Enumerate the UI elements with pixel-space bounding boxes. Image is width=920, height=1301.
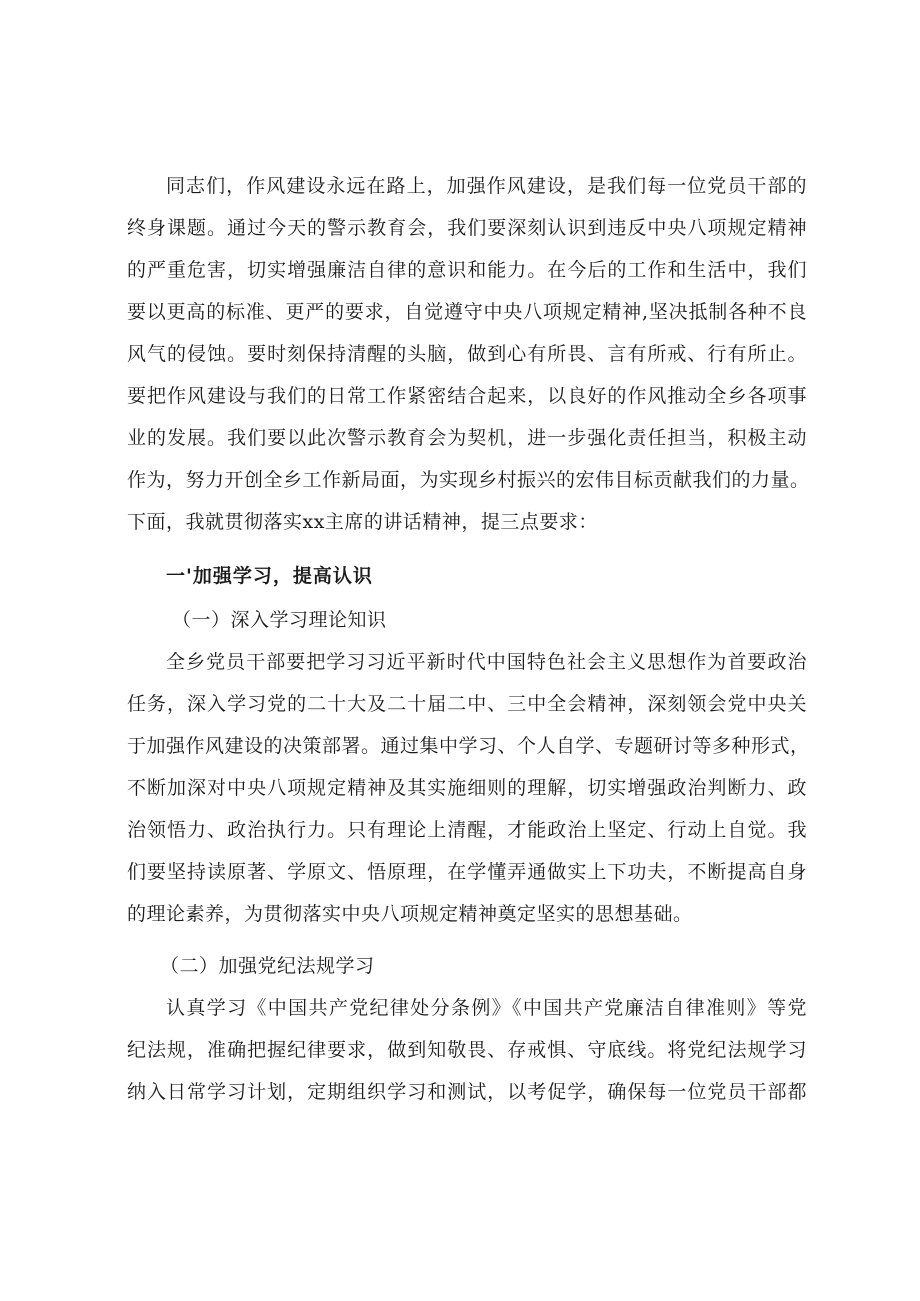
paragraph-3-line: 纳入日常学习计划，定期组织学习和测试，以考促学，确保每一位党员干部都 [127,1081,807,1103]
paragraph-1-line: 下面，我就贯彻落实xx主席的讲话精神，提三点要求： [127,511,598,533]
paragraph-2-line: 任务，深入学习党的二十大及二十届二中、三中全会精神，深刻领会党中央关 [127,693,807,715]
paragraph-2-line: 治领悟力、政治执行力。只有理论上清醒，才能政治上坚定、行动上自觉。我 [127,819,807,841]
paragraph-1-line: 作为，努力开创全乡工作新局面，为实现乡村振兴的宏伟目标贡献我们的力量。 [127,469,810,491]
paragraph-2-line: 不断加深对中央八项规定精神及其实施细则的理解，切实增强政治判断力、政 [127,777,807,799]
paragraph-2-line: 于加强作风建设的决策部署。通过集中学习、个人自学、专题研讨等多种形式， [127,735,810,757]
paragraph-1-line: 要以更高的标准、更严的要求，自觉遵守中央八项规定精神,坚决抵制各种不良 [127,301,807,323]
paragraph-3-line: 认真学习《中国共产党纪律处分条例》《中国共产党廉洁自律准则》等党 [166,997,807,1019]
paragraph-1-line: 要把作风建设与我们的日常工作紧密结合起来，以良好的作风推动全乡各项事 [127,385,807,407]
paragraph-1-line: 同志们，作风建设永远在路上，加强作风建设，是我们每一位党员干部的 [166,175,807,197]
subsection-1-heading: （一）深入学习理论知识 [172,609,387,631]
paragraph-1-line: 业的发展。我们要以此次警示教育会为契机，进一步强化责任担当，积极主动 [127,427,807,449]
paragraph-3-line: 纪法规，准确把握纪律要求，做到知敬畏、存戒惧、守底线。将党纪法规学习 [127,1039,807,1061]
paragraph-1-line: 终身课题。通过今天的警示教育会，我们要深刻认识到违反中央八项规定精神 [127,217,807,239]
section-1-heading: 一'加强学习，提高认识 [166,565,373,587]
paragraph-2-line: 们要坚持读原著、学原文、悟原理，在学懂弄通做实上下功夫，不断提高自身 [127,861,807,883]
paragraph-1-line: 风气的侵蚀。要时刻保持清醒的头脑，做到心有所畏、言有所戒、行有所止。 [127,343,807,365]
paragraph-1-line: 的严重危害，切实增强廉洁自律的意识和能力。在今后的工作和生活中，我们 [127,259,807,281]
paragraph-2-line: 的理论素养，为贯彻落实中央八项规定精神奠定坚实的思想基础。 [127,903,693,925]
paragraph-2-line: 全乡党员干部要把学习习近平新时代中国特色社会主义思想作为首要政治 [166,651,807,673]
subsection-2-heading: （二）加强党纪法规学习 [160,955,375,977]
